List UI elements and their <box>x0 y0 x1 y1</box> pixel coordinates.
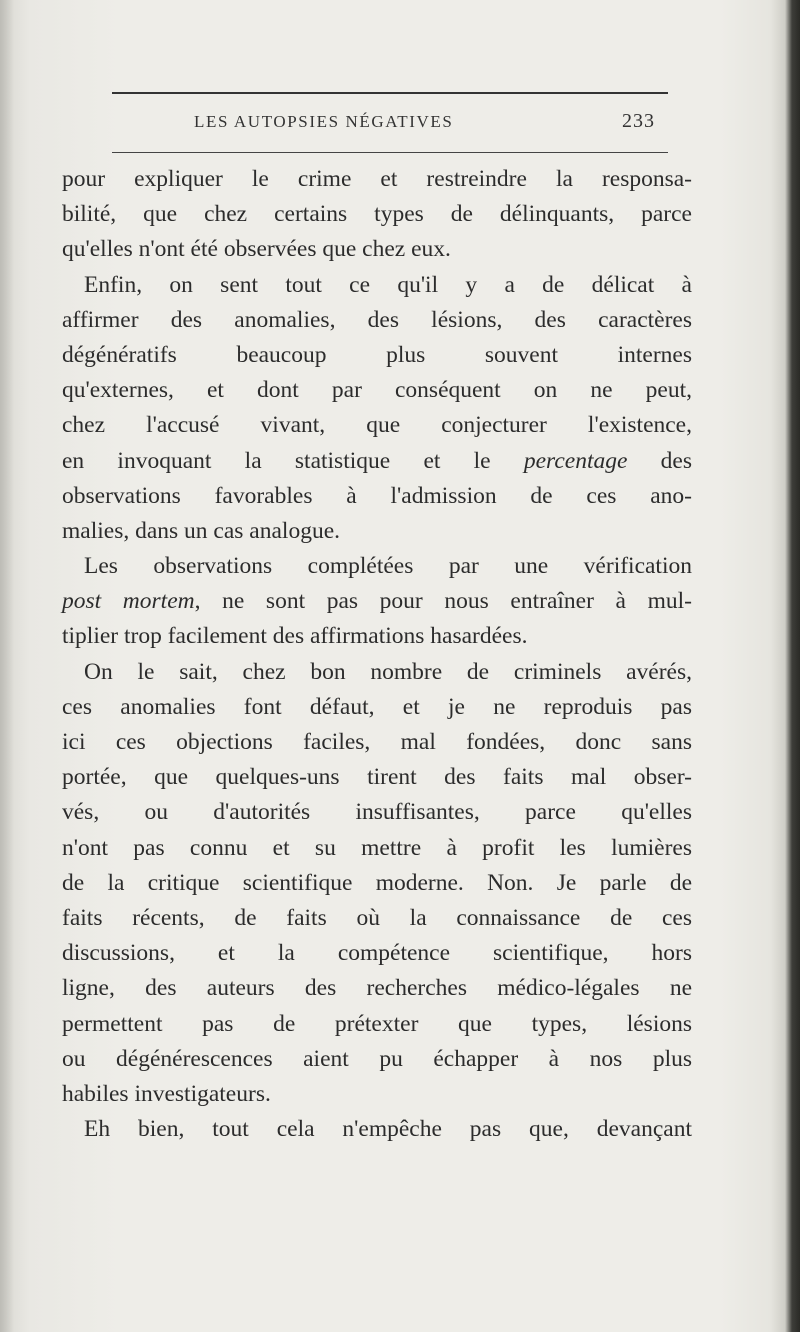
text-line: qu'externes, et dont par conséquent on ne peut, <box>62 377 692 404</box>
text-line: malies, dans un cas analogue. <box>62 517 340 544</box>
text-line: Eh bien, tout cela n'empêche pas que, devançant <box>84 1116 692 1143</box>
text-line: portée, que quelques-uns tirent des faits mal obser- <box>62 764 692 791</box>
text-line: affirmer des anomalies, des lésions, des caractères <box>62 306 692 333</box>
text-line: tiplier trop facilement des affirmations hasardées. <box>62 623 528 650</box>
text-line: qu'elles n'ont été observées que chez eux. <box>62 236 451 263</box>
text-line: vés, ou d'autorités insuffisantes, parce qu'elles <box>62 799 692 826</box>
body-text <box>62 162 692 1147</box>
text-line: On le sait, chez bon nombre de criminels avérés, <box>84 658 692 685</box>
text-line: Enfin, on sent tout ce qu'il y a de délicat à <box>84 271 692 298</box>
text-line: ces anomalies font défaut, et je ne reproduis pas <box>62 693 692 720</box>
text-line: n'ont pas connu et su mettre à profit les lumières <box>62 834 692 861</box>
text-line: Les observations complétées par une vérification <box>84 553 692 580</box>
gutter-shadow <box>0 0 14 1332</box>
text-line: habiles investigateurs. <box>62 1080 271 1107</box>
text-line: permettent pas de prétexter que types, lésions <box>62 1010 692 1037</box>
page-number: 233 <box>622 110 655 132</box>
text-line: ou dégénérescences aient pu échapper à nos plus <box>62 1045 692 1072</box>
text-line: observations favorables à l'admission de ces ano- <box>62 482 692 509</box>
text-line: faits récents, de faits où la connaissance de ces <box>62 904 692 931</box>
running-title: LES AUTOPSIES NÉGATIVES <box>194 112 454 131</box>
text-line: ligne, des auteurs des recherches médico-légales ne <box>62 975 692 1002</box>
text-line: ici ces objections faciles, mal fondées, donc sans <box>62 729 692 755</box>
text-line: post mortem, ne sont pas pour nous entraîner à mul- <box>62 588 692 615</box>
text-line: de la critique scientifique moderne. Non. Je parle de <box>62 869 692 896</box>
header-rule-top <box>112 92 668 94</box>
text-line: bilité, que chez certains types de délinquants, parce <box>62 201 692 228</box>
text-line: discussions, et la compétence scientifique, hors <box>62 940 692 967</box>
running-head <box>194 112 674 140</box>
text-line: dégénératifs beaucoup plus souvent internes <box>62 341 692 368</box>
text-line: en invoquant la statistique et le percentage des <box>62 447 692 474</box>
header-rule-bottom <box>112 152 668 153</box>
text-line: chez l'accusé vivant, que conjecturer l'existence, <box>62 412 692 439</box>
text-line: pour expliquer le crime et restreindre la responsa- <box>62 166 692 192</box>
